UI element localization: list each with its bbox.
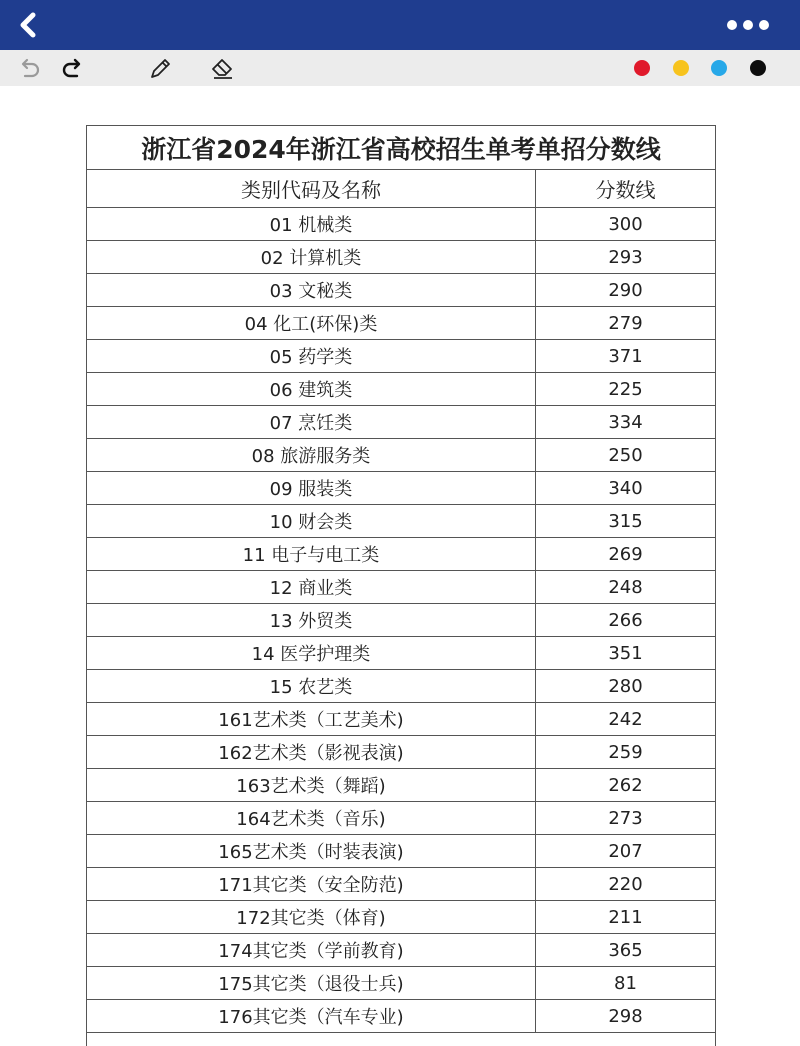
chevron-left-icon — [14, 10, 44, 40]
table-title: 浙江省2024年浙江省高校招生单考单招分数线 — [87, 126, 715, 170]
score-cell: 280 — [608, 675, 643, 697]
table-row — [87, 274, 715, 307]
table-row — [87, 472, 715, 505]
score-cell: 266 — [608, 609, 643, 631]
category-cell: 15 农艺类 — [87, 670, 536, 702]
redo-icon — [60, 56, 86, 82]
score-cell: 242 — [608, 708, 643, 730]
category-cell: 161艺术类（工艺美术) — [87, 703, 536, 735]
header-score: 分数线 — [595, 178, 656, 202]
table-row — [87, 934, 715, 967]
table-row — [87, 736, 715, 769]
score-cell: 300 — [608, 213, 643, 235]
color-swatch-black[interactable] — [750, 60, 766, 76]
category-cell: 04 化工(环保)类 — [87, 307, 536, 339]
table-row — [87, 901, 715, 934]
table-row — [87, 604, 715, 637]
category-cell: 10 财会类 — [87, 505, 536, 537]
eraser-icon — [210, 56, 236, 82]
score-cell: 298 — [608, 1005, 643, 1027]
table-row — [87, 340, 715, 373]
category-cell: 172其它类（体育) — [87, 901, 536, 933]
table-row — [87, 703, 715, 736]
score-table — [86, 125, 716, 1046]
color-swatch-yellow[interactable] — [673, 60, 689, 76]
category-cell: 09 服装类 — [87, 472, 536, 504]
category-cell: 03 文秘类 — [87, 274, 536, 306]
score-cell: 279 — [608, 312, 643, 334]
score-cell: 371 — [608, 345, 643, 367]
undo-icon — [16, 56, 42, 82]
score-cell: 248 — [608, 576, 643, 598]
table-row — [87, 571, 715, 604]
score-cell: 290 — [608, 279, 643, 301]
undo-button[interactable] — [16, 56, 42, 82]
score-cell: 225 — [608, 378, 643, 400]
score-cell: 315 — [608, 510, 643, 532]
table-row — [87, 373, 715, 406]
table-row — [87, 406, 715, 439]
category-cell: 07 烹饪类 — [87, 406, 536, 438]
color-swatch-red[interactable] — [634, 60, 650, 76]
category-cell: 12 商业类 — [87, 571, 536, 603]
table-row — [87, 307, 715, 340]
category-cell: 176其它类（汽车专业) — [87, 1000, 536, 1032]
category-cell: 171其它类（安全防范) — [87, 868, 536, 900]
score-cell: 351 — [608, 642, 643, 664]
table-row — [87, 439, 715, 472]
score-cell: 250 — [608, 444, 643, 466]
table-row — [87, 1000, 715, 1033]
pencil-icon — [147, 56, 173, 82]
table-row — [87, 208, 715, 241]
category-cell: 11 电子与电工类 — [87, 538, 536, 570]
category-cell: 163艺术类（舞蹈) — [87, 769, 536, 801]
score-cell: 262 — [608, 774, 643, 796]
score-cell: 365 — [608, 939, 643, 961]
table-row — [87, 241, 715, 274]
table-row — [87, 835, 715, 868]
back-button[interactable] — [14, 10, 44, 40]
color-swatch-blue[interactable] — [711, 60, 727, 76]
table-body — [87, 208, 715, 1033]
more-dots-icon — [726, 17, 770, 33]
table-row — [87, 505, 715, 538]
category-cell: 164艺术类（音乐) — [87, 802, 536, 834]
pen-tool-button[interactable] — [147, 56, 173, 82]
redo-button[interactable] — [60, 56, 86, 82]
category-cell: 13 外贸类 — [87, 604, 536, 636]
eraser-tool-button[interactable] — [210, 56, 236, 82]
table-row — [87, 637, 715, 670]
category-cell: 174其它类（学前教育) — [87, 934, 536, 966]
category-cell: 05 药学类 — [87, 340, 536, 372]
score-cell: 259 — [608, 741, 643, 763]
table-row — [87, 967, 715, 1000]
category-cell: 14 医学护理类 — [87, 637, 536, 669]
category-cell: 06 建筑类 — [87, 373, 536, 405]
table-row — [87, 802, 715, 835]
score-cell: 340 — [608, 477, 643, 499]
category-cell: 162艺术类（影视表演) — [87, 736, 536, 768]
category-cell: 175其它类（退役士兵) — [87, 967, 536, 999]
score-cell: 269 — [608, 543, 643, 565]
header-category: 类别代码及名称 — [87, 170, 536, 207]
score-cell: 220 — [608, 873, 643, 895]
table-row — [87, 868, 715, 901]
more-options-button[interactable] — [726, 17, 770, 33]
score-cell: 273 — [608, 807, 643, 829]
table-header-row — [87, 170, 715, 208]
table-row — [87, 769, 715, 802]
score-cell: 207 — [608, 840, 643, 862]
top-navigation-bar — [0, 0, 800, 50]
category-cell: 08 旅游服务类 — [87, 439, 536, 471]
table-row — [87, 670, 715, 703]
category-cell: 02 计算机类 — [87, 241, 536, 273]
table-row — [87, 538, 715, 571]
score-cell: 211 — [608, 906, 643, 928]
score-cell: 334 — [608, 411, 643, 433]
score-cell: 293 — [608, 246, 643, 268]
category-cell: 165艺术类（时装表演) — [87, 835, 536, 867]
category-cell: 01 机械类 — [87, 208, 536, 240]
score-cell: 81 — [614, 972, 637, 994]
